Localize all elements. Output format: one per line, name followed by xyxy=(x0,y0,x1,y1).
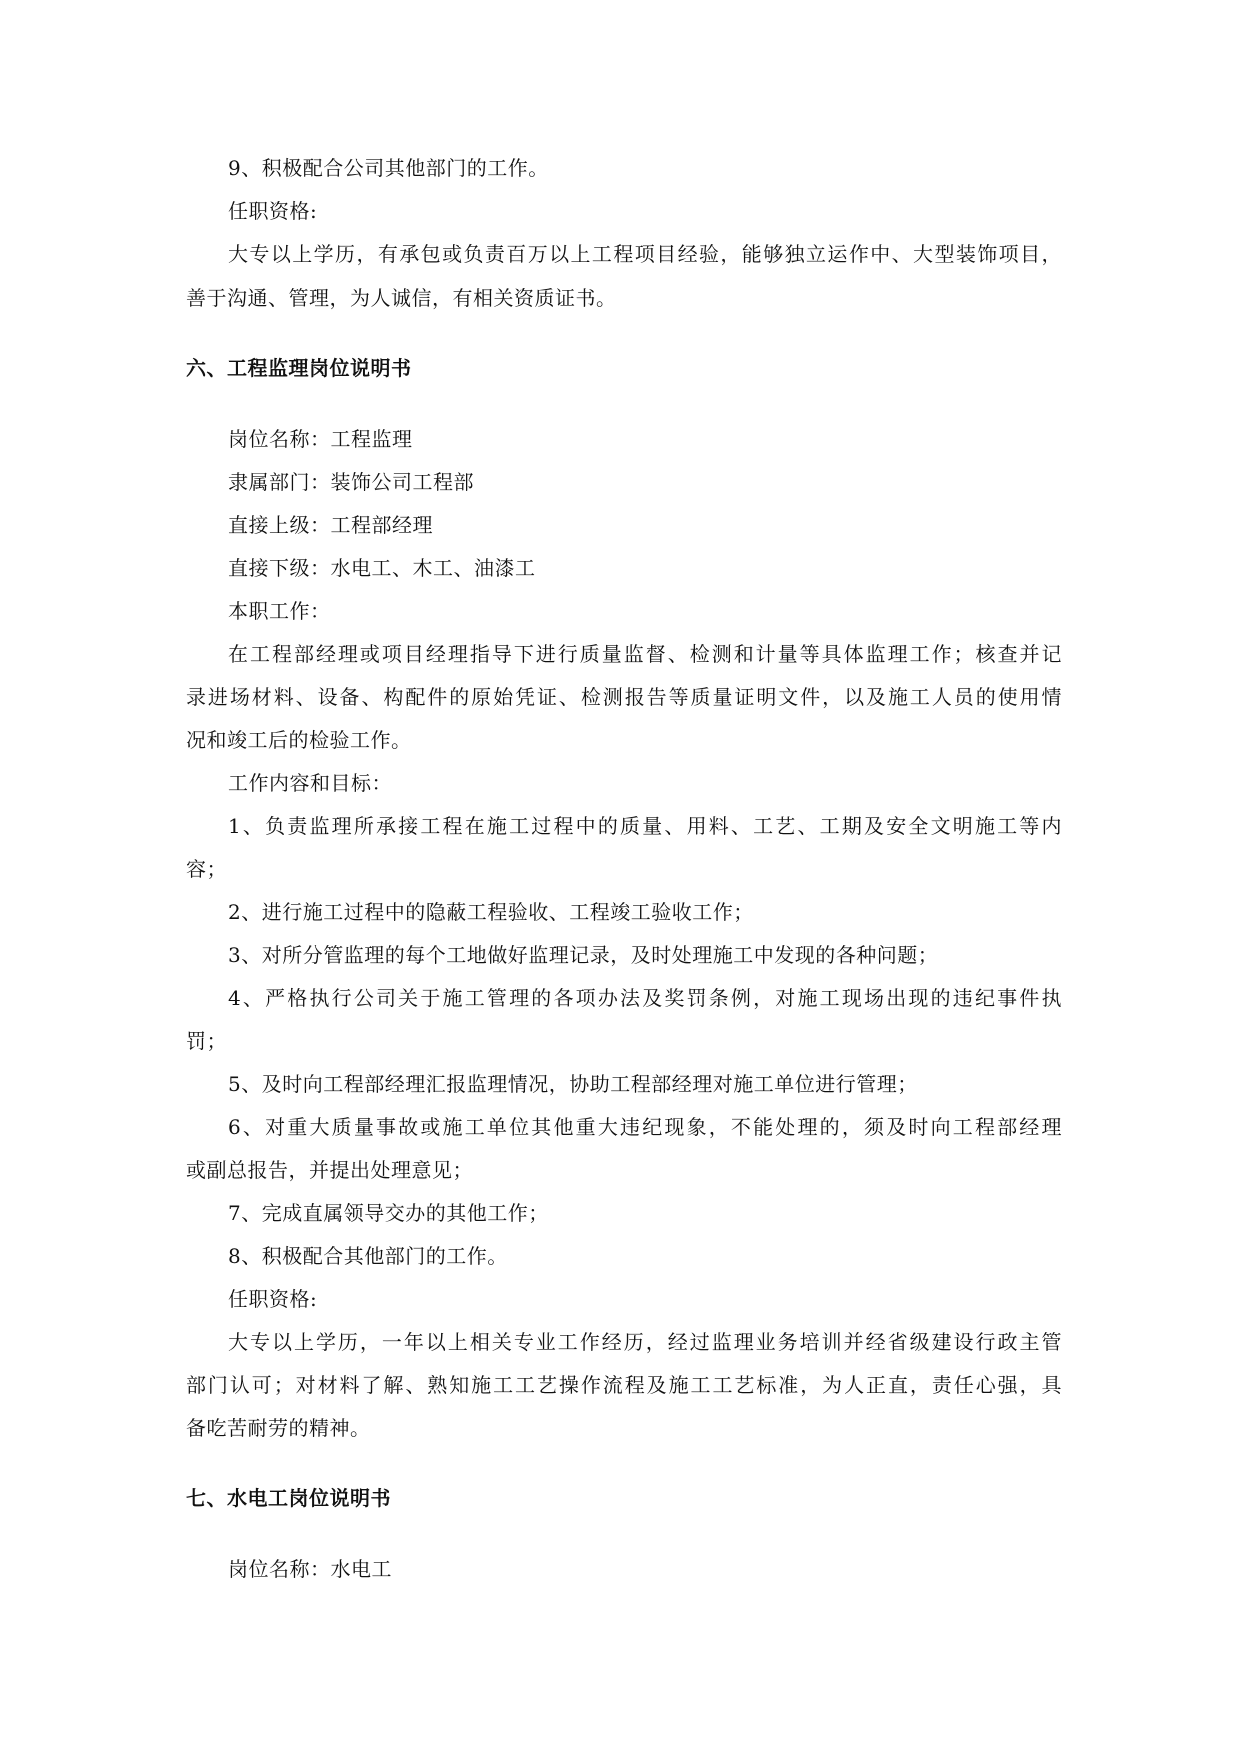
field-department: 隶属部门：装饰公司工程部 xyxy=(228,470,474,494)
list-item-continuation: 或副总报告，并提出处理意见； xyxy=(186,1158,473,1182)
paragraph-line: 部门认可；对材料了解、熟知施工工艺操作流程及施工工艺标准，为人正直，责任心强，具 xyxy=(186,1373,1062,1397)
field-position-name: 岗位名称：工程监理 xyxy=(228,427,413,451)
list-item: 7、完成直属领导交办的其他工作； xyxy=(228,1201,549,1225)
field-position-name: 岗位名称：水电工 xyxy=(228,1557,392,1581)
duty-label: 本职工作： xyxy=(228,599,331,623)
list-item-continuation: 容； xyxy=(186,857,227,881)
list-item: 2、进行施工过程中的隐蔽工程验收、工程竣工验收工作； xyxy=(228,900,754,924)
list-item: 1、负责监理所承接工程在施工过程中的质量、用料、工艺、工期及安全文明施工等内 xyxy=(228,814,1062,838)
content-label: 工作内容和目标： xyxy=(228,771,392,795)
paragraph-line: 况和竣工后的检验工作。 xyxy=(186,728,412,752)
field-superior: 直接上级：工程部经理 xyxy=(228,513,433,537)
list-item: 9、积极配合公司其他部门的工作。 xyxy=(228,156,549,180)
list-item-continuation: 罚； xyxy=(186,1029,227,1053)
paragraph-line: 大专以上学历，一年以上相关专业工作经历，经过监理业务培训并经省级建设行政主管 xyxy=(228,1330,1062,1354)
list-item: 8、积极配合其他部门的工作。 xyxy=(228,1244,508,1268)
paragraph-line: 备吃苦耐劳的精神。 xyxy=(186,1416,371,1440)
qualification-label: 任职资格: xyxy=(228,199,318,223)
paragraph-line: 录进场材料、设备、构配件的原始凭证、检测报告等质量证明文件，以及施工人员的使用情 xyxy=(186,685,1062,709)
list-item: 6、对重大质量事故或施工单位其他重大违纪现象，不能处理的，须及时向工程部经理 xyxy=(228,1115,1062,1139)
list-item: 4、严格执行公司关于施工管理的各项办法及奖罚条例，对施工现场出现的违纪事件执 xyxy=(228,986,1062,1010)
field-subordinate: 直接下级：水电工、木工、油漆工 xyxy=(228,556,536,580)
paragraph-line: 大专以上学历，有承包或负责百万以上工程项目经验，能够独立运作中、大型装饰项目， xyxy=(228,242,1062,266)
qualification-label: 任职资格: xyxy=(228,1287,318,1311)
section-heading: 六、工程监理岗位说明书 xyxy=(186,356,412,380)
section-heading: 七、水电工岗位说明书 xyxy=(186,1486,391,1510)
list-item: 5、及时向工程部经理汇报监理情况，协助工程部经理对施工单位进行管理； xyxy=(228,1072,918,1096)
paragraph-line: 在工程部经理或项目经理指导下进行质量监督、检测和计量等具体监理工作；核查并记 xyxy=(228,642,1062,666)
list-item: 3、对所分管监理的每个工地做好监理记录，及时处理施工中发现的各种问题； xyxy=(228,943,939,967)
paragraph-line: 善于沟通、管理，为人诚信，有相关资质证书。 xyxy=(186,286,617,310)
